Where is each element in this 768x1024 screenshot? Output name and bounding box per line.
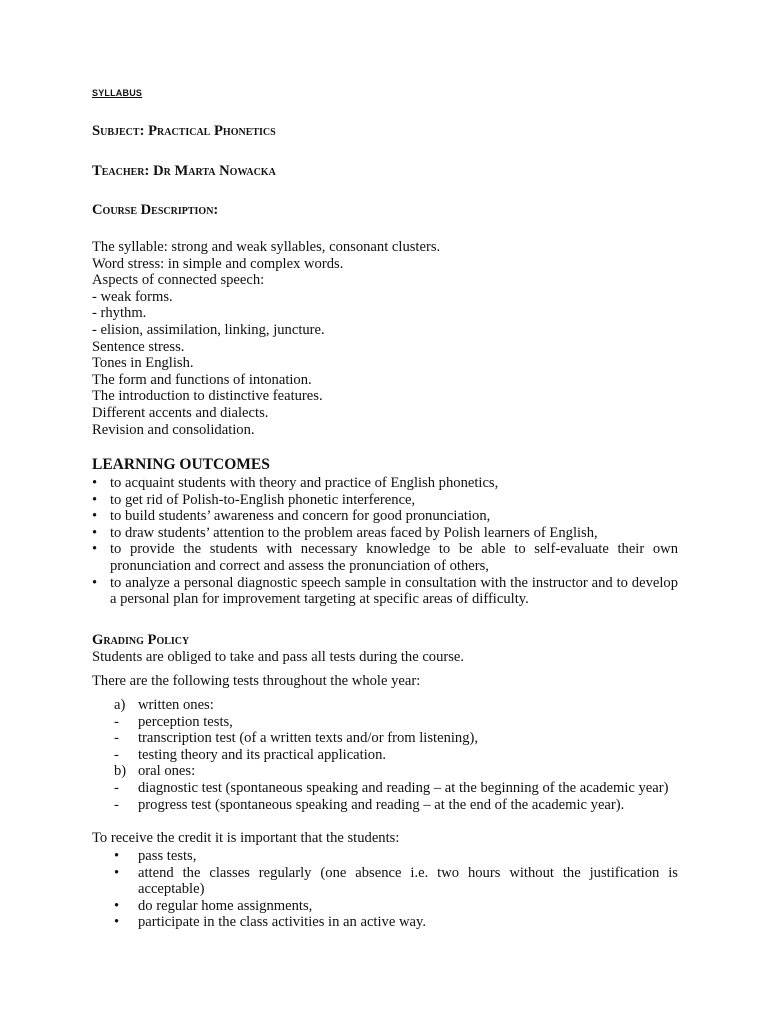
list-marker: - xyxy=(114,779,119,796)
bullet-icon: • xyxy=(114,848,120,864)
teacher-sep: : xyxy=(144,163,150,179)
bullet-icon: • xyxy=(92,541,98,558)
course-line: The introduction to distinctive features. xyxy=(92,388,323,405)
course-line: - weak forms. xyxy=(92,288,173,305)
learning-outcomes-list xyxy=(92,475,678,608)
list-item: b) oral ones: xyxy=(114,763,196,780)
syllabus-label: SYLLABUS xyxy=(92,88,143,98)
list-item: - transcription test (of a written texts and/or from listening), xyxy=(114,730,479,747)
course-line: - rhythm. xyxy=(92,305,147,322)
list-item: • do regular home assignments, xyxy=(114,897,313,914)
list-item: - progress test (spontaneous speaking and reading – at the end of the academic year). xyxy=(114,796,625,813)
list-marker: - xyxy=(114,713,119,730)
course-line: Revision and consolidation. xyxy=(92,421,255,438)
list-item: • to analyze a personal diagnostic speech sample in consultation with the instructor and to develop a personal plan for improvement targeting at specific areas of difficulty. xyxy=(92,574,678,608)
list-item: - diagnostic test (spontaneous speaking and reading – at the beginning of the academic year) xyxy=(114,779,669,796)
tests-list xyxy=(92,697,678,813)
subject-key: Subject: xyxy=(92,123,145,139)
course-line: Different accents and dialects. xyxy=(92,404,269,421)
bullet-icon: • xyxy=(114,914,120,931)
teacher-key: Teacher xyxy=(92,163,145,179)
teacher-line xyxy=(92,163,276,180)
teacher-value: Dr Marta Nowacka xyxy=(153,163,276,179)
credit-intro: To receive the credit it is important that the students: xyxy=(92,830,400,846)
list-marker: - xyxy=(114,730,119,747)
list-item: • to provide the students with necessary knowledge to be able to self-evaluate their own pronunciation and correct and assess the pronunciation of others, xyxy=(92,541,678,574)
bullet-icon: • xyxy=(92,574,98,591)
subject-value: Practical Phonetics xyxy=(148,123,276,139)
course-description-heading: Course Description: xyxy=(92,202,219,218)
bullet-icon: • xyxy=(92,475,98,491)
grading-intro-2: There are the following tests throughout the whole year: xyxy=(92,673,421,689)
list-item: - testing theory and its practical application. xyxy=(114,746,387,763)
list-item: a) written ones: xyxy=(114,697,214,713)
grading-intro-1: Students are obliged to take and pass all tests during the course. xyxy=(92,649,465,665)
list-item: • to acquaint students with theory and practice of English phonetics, xyxy=(92,475,499,491)
list-marker: - xyxy=(114,746,119,763)
bullet-icon: • xyxy=(92,508,98,525)
list-item: - perception tests, xyxy=(114,713,233,730)
subject-line xyxy=(92,123,276,140)
list-item: • pass tests, xyxy=(114,848,197,864)
list-item: • participate in the class activities in an active way. xyxy=(114,914,426,931)
list-item: • attend the classes regularly (one absence i.e. two hours without the justification is acceptable) xyxy=(114,864,678,898)
course-line: Tones in English. xyxy=(92,355,194,372)
list-item: • to get rid of Polish-to-English phonetic interference, xyxy=(92,491,416,508)
bullet-icon: • xyxy=(92,524,98,541)
grading-policy-heading: Grading Policy xyxy=(92,632,190,648)
list-item: • to build students’ awareness and concern for good pronunciation, xyxy=(92,508,491,525)
course-line: Sentence stress. xyxy=(92,338,185,355)
course-line: The syllable: strong and weak syllables, consonant clusters. xyxy=(92,239,441,255)
bullet-icon: • xyxy=(114,864,120,881)
course-line: The form and functions of intonation. xyxy=(92,371,312,388)
bullet-icon: • xyxy=(92,491,98,508)
course-line: - elision, assimilation, linking, juncture. xyxy=(92,321,325,338)
list-marker: a) xyxy=(114,697,126,713)
credit-list xyxy=(92,848,678,931)
list-marker: b) xyxy=(114,763,127,780)
bullet-icon: • xyxy=(114,897,120,914)
course-line: Word stress: in simple and complex words. xyxy=(92,255,344,272)
list-item: • to draw students’ attention to the problem areas faced by Polish learners of English, xyxy=(92,524,598,541)
course-line: Aspects of connected speech: xyxy=(92,272,265,289)
course-description-body xyxy=(92,239,440,438)
learning-outcomes-heading: LEARNING OUTCOMES xyxy=(92,456,270,473)
list-marker: - xyxy=(114,796,119,813)
